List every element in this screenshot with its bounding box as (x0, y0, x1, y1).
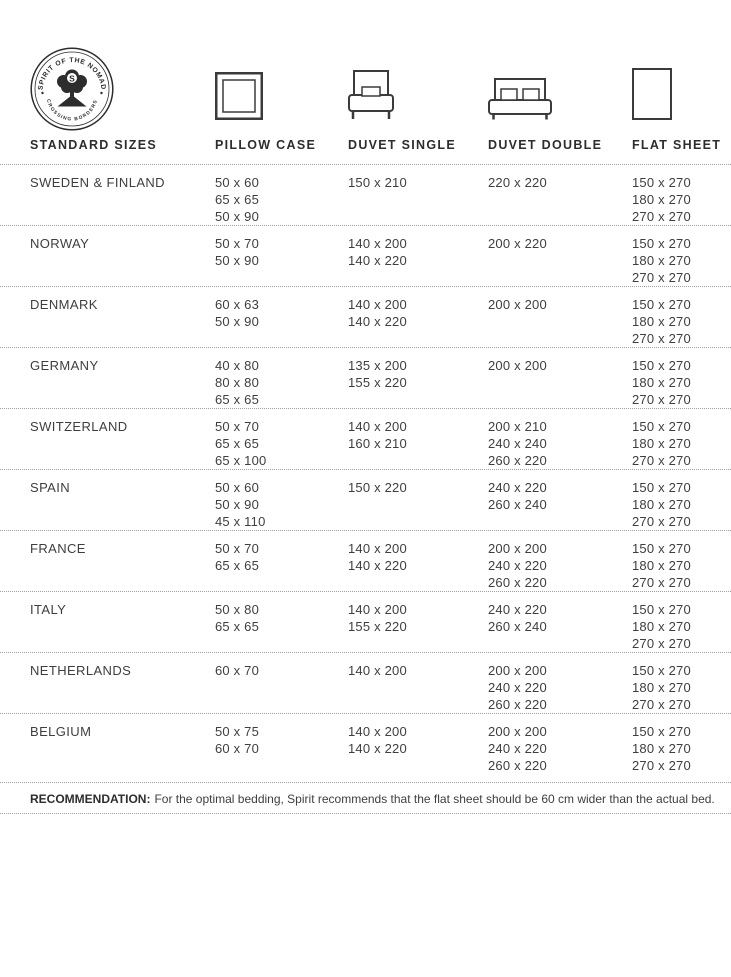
brand-logo (30, 47, 114, 131)
size-value: 140 x 200 (348, 297, 407, 312)
country-cell (30, 296, 215, 347)
duvet-single-cell (348, 479, 488, 530)
size-value: 65 x 65 (215, 392, 260, 407)
size-value: 140 x 200 (348, 236, 407, 251)
size-value: 240 x 220 (488, 741, 547, 756)
size-value: 220 x 220 (488, 175, 547, 190)
size-value: 270 x 270 (632, 209, 691, 224)
size-value: 180 x 270 (632, 192, 691, 207)
size-value: 150 x 270 (632, 175, 691, 190)
size-value: 270 x 270 (632, 575, 691, 590)
size-value: 200 x 200 (488, 724, 547, 739)
size-value: 140 x 220 (348, 253, 407, 268)
duvet-double-cell (488, 601, 632, 652)
size-value: 50 x 70 (215, 541, 260, 556)
size-value: 50 x 80 (215, 602, 260, 617)
country-label: GERMANY (30, 358, 99, 373)
country-cell (30, 479, 215, 530)
flat-sheet-cell (632, 540, 707, 591)
duvet-double-cell (488, 357, 632, 408)
size-value: 140 x 200 (348, 724, 407, 739)
size-value: 155 x 220 (348, 375, 407, 390)
duvet-single-cell (348, 662, 488, 713)
table-row (0, 226, 731, 287)
size-value: 240 x 220 (488, 602, 547, 617)
size-value: 65 x 65 (215, 558, 260, 573)
country-cell (30, 174, 215, 225)
size-value: 50 x 90 (215, 209, 260, 224)
size-value: 140 x 220 (348, 741, 407, 756)
size-value: 180 x 270 (632, 253, 691, 268)
duvet-single-cell (348, 357, 488, 408)
flat-sheet-cell (632, 479, 707, 530)
country-label: NETHERLANDS (30, 663, 132, 678)
header-cell-flat-sheet (632, 68, 721, 153)
size-value: 65 x 65 (215, 436, 260, 451)
size-value: 270 x 270 (632, 697, 691, 712)
size-table-body (0, 165, 731, 783)
size-value: 270 x 270 (632, 392, 691, 407)
table-row (0, 409, 731, 470)
country-cell (30, 662, 215, 713)
size-value: 240 x 220 (488, 680, 547, 695)
column-label-duvet-double: DUVET DOUBLE (488, 138, 603, 152)
duvet-double-cell (488, 479, 632, 530)
duvet-single-cell (348, 601, 488, 652)
duvet-double-cell (488, 723, 632, 774)
size-value: 260 x 220 (488, 697, 547, 712)
size-value: 270 x 270 (632, 636, 691, 651)
country-label: ITALY (30, 602, 67, 617)
flat-sheet-icon (632, 68, 672, 120)
size-value: 60 x 63 (215, 297, 260, 312)
column-label-standard-sizes: STANDARD SIZES (30, 138, 158, 152)
spirit-of-the-nomad-logo-icon (30, 47, 114, 131)
duvet-single-cell (348, 174, 488, 225)
size-value: 50 x 60 (215, 175, 260, 190)
logo-arc-top-text: SPIRIT OF THE NOMAD (37, 57, 107, 91)
size-value: 50 x 90 (215, 253, 260, 268)
duvet-single-cell (348, 540, 488, 591)
duvet-double-cell (488, 174, 632, 225)
duvet-single-cell (348, 235, 488, 286)
size-value: 180 x 270 (632, 558, 691, 573)
logo-monogram: S (69, 73, 75, 84)
recommendation-note (0, 783, 731, 814)
size-value: 50 x 75 (215, 724, 260, 739)
flat-sheet-cell (632, 296, 707, 347)
size-value: 65 x 65 (215, 619, 260, 634)
size-value: 150 x 270 (632, 663, 691, 678)
size-value: 160 x 210 (348, 436, 407, 451)
size-value: 150 x 270 (632, 236, 691, 251)
size-value: 180 x 270 (632, 375, 691, 390)
flat-sheet-cell (632, 174, 707, 225)
flat-sheet-cell (632, 357, 707, 408)
table-header (0, 0, 731, 165)
size-value: 60 x 70 (215, 663, 260, 678)
pillow-case-cell (215, 601, 348, 652)
country-label: DENMARK (30, 297, 98, 312)
size-value: 65 x 100 (215, 453, 267, 468)
size-value: 180 x 270 (632, 497, 691, 512)
recommendation-text: For the optimal bedding, Spirit recommends that the flat sheet should be 60 cm wider than the actual bed. (154, 792, 715, 806)
table-row (0, 470, 731, 531)
size-value: 180 x 270 (632, 741, 691, 756)
size-value: 150 x 210 (348, 175, 407, 190)
size-value: 140 x 200 (348, 541, 407, 556)
size-value: 260 x 220 (488, 453, 547, 468)
table-row (0, 531, 731, 592)
size-value: 180 x 270 (632, 619, 691, 634)
pillow-case-cell (215, 723, 348, 774)
header-cell-duvet-single (348, 70, 488, 153)
duvet-double-cell (488, 296, 632, 347)
size-value: 260 x 240 (488, 497, 547, 512)
size-value: 150 x 270 (632, 602, 691, 617)
size-value: 50 x 90 (215, 497, 260, 512)
size-value: 200 x 220 (488, 236, 547, 251)
size-value: 200 x 200 (488, 358, 547, 373)
size-value: 260 x 220 (488, 758, 547, 773)
flat-sheet-cell (632, 723, 707, 774)
size-value: 140 x 220 (348, 558, 407, 573)
duvet-double-cell (488, 540, 632, 591)
size-value: 240 x 240 (488, 436, 547, 451)
column-label-pillow-case: PILLOW CASE (215, 138, 317, 152)
duvet-double-icon (488, 78, 552, 120)
pillow-case-cell (215, 174, 348, 225)
duvet-double-cell (488, 418, 632, 469)
table-row (0, 714, 731, 783)
size-value: 270 x 270 (632, 331, 691, 346)
duvet-double-cell (488, 235, 632, 286)
duvet-double-cell (488, 662, 632, 713)
size-value: 135 x 200 (348, 358, 407, 373)
size-value: 270 x 270 (632, 270, 691, 285)
country-cell (30, 418, 215, 469)
table-row (0, 165, 731, 226)
size-value: 150 x 220 (348, 480, 407, 495)
country-cell (30, 723, 215, 774)
size-value: 270 x 270 (632, 758, 691, 773)
size-value: 180 x 270 (632, 680, 691, 695)
pillow-case-cell (215, 540, 348, 591)
size-value: 80 x 80 (215, 375, 260, 390)
size-value: 40 x 80 (215, 358, 260, 373)
table-row (0, 348, 731, 409)
size-value: 60 x 70 (215, 741, 260, 756)
duvet-single-icon (348, 70, 394, 120)
size-value: 200 x 210 (488, 419, 547, 434)
size-value: 155 x 220 (348, 619, 407, 634)
pillow-case-cell (215, 479, 348, 530)
header-cell-duvet-double (488, 78, 632, 153)
country-label: NORWAY (30, 236, 90, 251)
size-value: 140 x 200 (348, 602, 407, 617)
duvet-single-cell (348, 296, 488, 347)
flat-sheet-cell (632, 662, 707, 713)
duvet-single-cell (348, 723, 488, 774)
country-label: FRANCE (30, 541, 86, 556)
country-cell (30, 601, 215, 652)
duvet-single-cell (348, 418, 488, 469)
size-value: 180 x 270 (632, 436, 691, 451)
size-value: 270 x 270 (632, 514, 691, 529)
pillow-case-cell (215, 296, 348, 347)
flat-sheet-cell (632, 418, 707, 469)
header-cell-pillow-case (215, 72, 348, 153)
column-label-flat-sheet: FLAT SHEET (632, 138, 722, 152)
size-value: 140 x 200 (348, 663, 407, 678)
size-value: 180 x 270 (632, 314, 691, 329)
size-value: 260 x 240 (488, 619, 547, 634)
pillow-case-icon (215, 72, 263, 120)
pillow-case-cell (215, 357, 348, 408)
column-label-duvet-single: DUVET SINGLE (348, 138, 456, 152)
size-value: 65 x 65 (215, 192, 260, 207)
size-value: 140 x 200 (348, 419, 407, 434)
size-value: 50 x 60 (215, 480, 260, 495)
pillow-case-cell (215, 662, 348, 713)
size-value: 50 x 70 (215, 419, 260, 434)
size-value: 45 x 110 (215, 514, 266, 529)
logo-arc-bottom-text: CROSSING BORDERS (44, 98, 100, 123)
flat-sheet-cell (632, 601, 707, 652)
table-row (0, 287, 731, 348)
country-label: SPAIN (30, 480, 71, 495)
country-cell (30, 235, 215, 286)
size-value: 200 x 200 (488, 541, 547, 556)
country-label: SWITZERLAND (30, 419, 128, 434)
country-label: SWEDEN & FINLAND (30, 175, 165, 190)
size-value: 150 x 270 (632, 541, 691, 556)
size-value: 260 x 220 (488, 575, 547, 590)
size-value: 240 x 220 (488, 558, 547, 573)
size-value: 150 x 270 (632, 419, 691, 434)
header-cell-standard-sizes (30, 47, 215, 153)
country-cell (30, 357, 215, 408)
size-value: 240 x 220 (488, 480, 547, 495)
size-value: 150 x 270 (632, 358, 691, 373)
recommendation-label: RECOMMENDATION: (30, 792, 151, 806)
size-value: 140 x 220 (348, 314, 407, 329)
size-value: 200 x 200 (488, 663, 547, 678)
table-row (0, 592, 731, 653)
size-value: 150 x 270 (632, 297, 691, 312)
country-cell (30, 540, 215, 591)
flat-sheet-cell (632, 235, 707, 286)
size-value: 50 x 90 (215, 314, 260, 329)
size-value: 200 x 200 (488, 297, 547, 312)
size-value: 150 x 270 (632, 724, 691, 739)
size-value: 270 x 270 (632, 453, 691, 468)
table-row (0, 653, 731, 714)
pillow-case-cell (215, 418, 348, 469)
size-value: 50 x 70 (215, 236, 260, 251)
size-value: 150 x 270 (632, 480, 691, 495)
pillow-case-cell (215, 235, 348, 286)
country-label: BELGIUM (30, 724, 92, 739)
